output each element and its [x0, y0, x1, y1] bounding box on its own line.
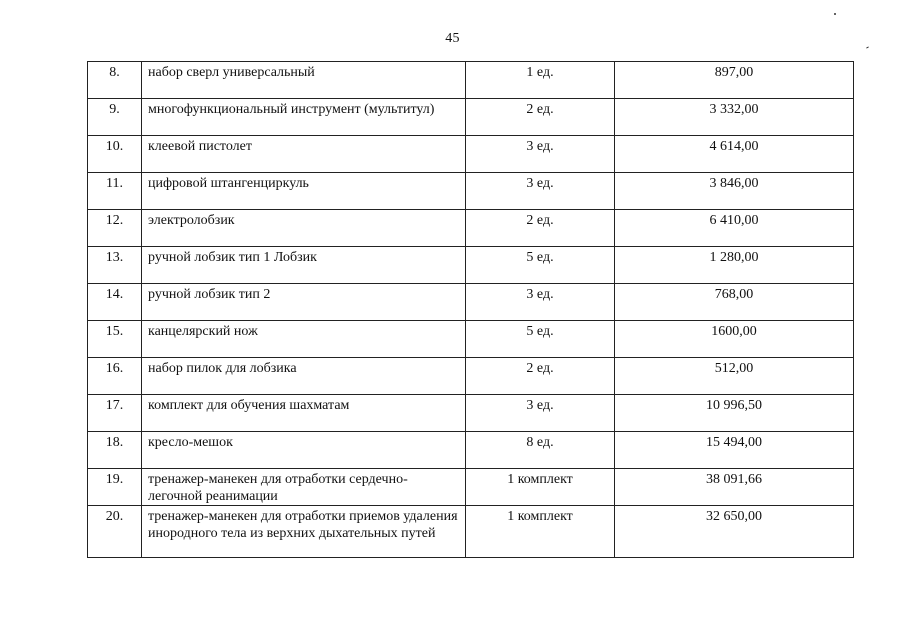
item-sum: 15 494,00 [615, 432, 854, 469]
item-name: комплект для обучения шахматам [142, 395, 466, 432]
item-sum: 512,00 [615, 358, 854, 395]
row-number: 17. [88, 395, 142, 432]
scan-speck [866, 46, 869, 48]
table-row [88, 136, 854, 173]
item-sum: 38 091,66 [615, 469, 854, 506]
item-name: тренажер-манекен для отработки приемов удаления инородного тела из верхних дыхательных путей [142, 506, 466, 558]
table-row [88, 358, 854, 395]
item-name: многофункциональный инструмент (мультитул) [142, 99, 466, 136]
table-row [88, 210, 854, 247]
item-sum: 768,00 [615, 284, 854, 321]
item-name: канцелярский нож [142, 321, 466, 358]
table-row [88, 62, 854, 99]
item-sum: 32 650,00 [615, 506, 854, 558]
item-quantity: 3 ед. [466, 136, 615, 173]
row-number: 16. [88, 358, 142, 395]
row-number: 15. [88, 321, 142, 358]
row-number: 14. [88, 284, 142, 321]
item-quantity: 8 ед. [466, 432, 615, 469]
row-number: 13. [88, 247, 142, 284]
scan-speck [834, 13, 836, 15]
item-sum: 6 410,00 [615, 210, 854, 247]
item-quantity: 2 ед. [466, 99, 615, 136]
item-sum: 3 332,00 [615, 99, 854, 136]
item-name: набор пилок для лобзика [142, 358, 466, 395]
item-name: клеевой пистолет [142, 136, 466, 173]
item-name: тренажер-манекен для отработки сердечно-легочной реанимации [142, 469, 466, 506]
item-quantity: 1 комплект [466, 469, 615, 506]
item-sum: 1 280,00 [615, 247, 854, 284]
table-row [88, 321, 854, 358]
row-number: 10. [88, 136, 142, 173]
item-quantity: 2 ед. [466, 210, 615, 247]
item-quantity: 3 ед. [466, 173, 615, 210]
table-row [88, 432, 854, 469]
table-row [88, 284, 854, 321]
item-name: ручной лобзик тип 1 Лобзик [142, 247, 466, 284]
item-name: кресло-мешок [142, 432, 466, 469]
row-number: 18. [88, 432, 142, 469]
row-number: 12. [88, 210, 142, 247]
item-quantity: 5 ед. [466, 247, 615, 284]
item-sum: 10 996,50 [615, 395, 854, 432]
item-quantity: 3 ед. [466, 395, 615, 432]
table-row [88, 395, 854, 432]
item-sum: 3 846,00 [615, 173, 854, 210]
table-row [88, 506, 854, 558]
table-row [88, 247, 854, 284]
item-quantity: 2 ед. [466, 358, 615, 395]
equipment-table [87, 61, 854, 558]
item-name: электролобзик [142, 210, 466, 247]
row-number: 20. [88, 506, 142, 558]
row-number: 9. [88, 99, 142, 136]
item-quantity: 3 ед. [466, 284, 615, 321]
item-sum: 897,00 [615, 62, 854, 99]
item-quantity: 5 ед. [466, 321, 615, 358]
table-row [88, 173, 854, 210]
item-name: набор сверл универсальный [142, 62, 466, 99]
row-number: 19. [88, 469, 142, 506]
item-sum: 1600,00 [615, 321, 854, 358]
item-quantity: 1 ед. [466, 62, 615, 99]
item-name: ручной лобзик тип 2 [142, 284, 466, 321]
table-row [88, 99, 854, 136]
item-sum: 4 614,00 [615, 136, 854, 173]
item-quantity: 1 комплект [466, 506, 615, 558]
table-row [88, 469, 854, 506]
page-number: 45 [445, 31, 460, 46]
item-name: цифровой штангенциркуль [142, 173, 466, 210]
row-number: 11. [88, 173, 142, 210]
row-number: 8. [88, 62, 142, 99]
